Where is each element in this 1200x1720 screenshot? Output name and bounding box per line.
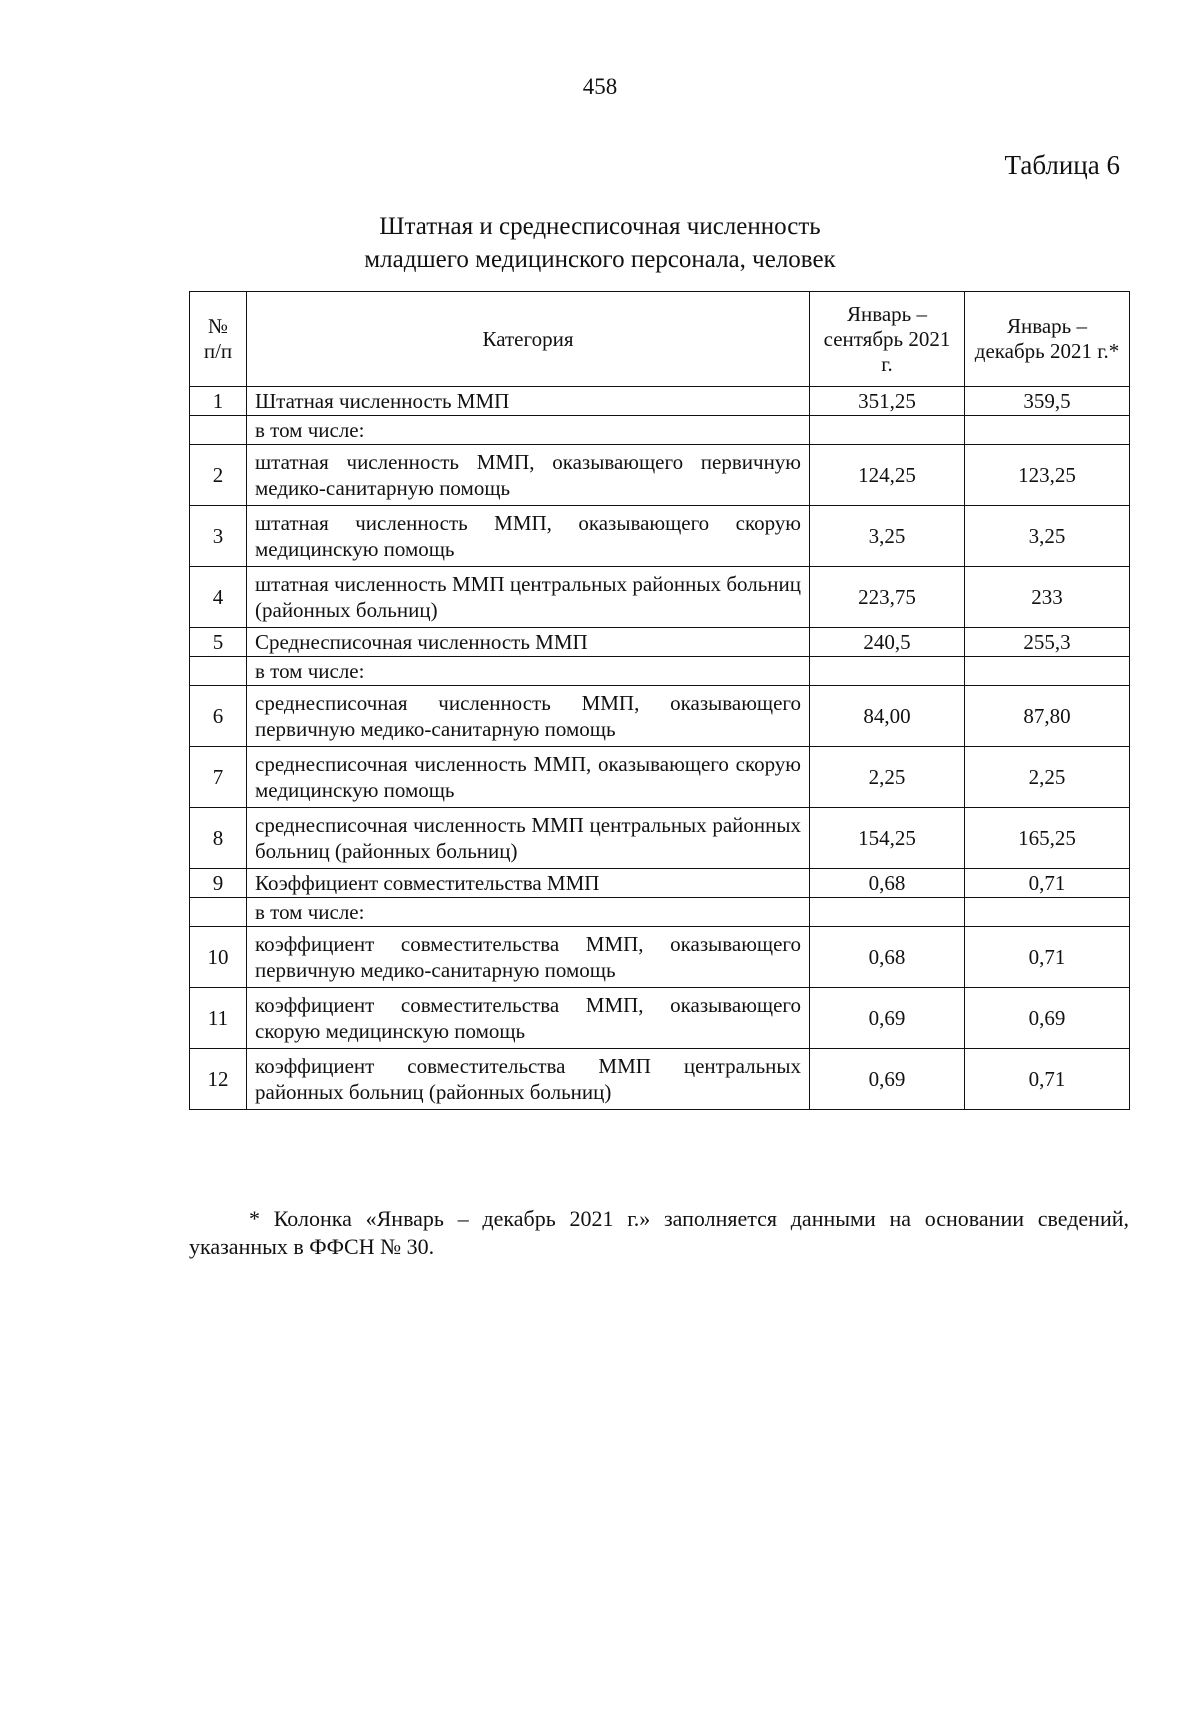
row-value-jan-dec: 2,25 [965, 747, 1130, 808]
row-category: Штатная численность ММП [247, 387, 810, 416]
footnote: * Колонка «Январь – декабрь 2021 г.» заполняется данными на основании сведений, указанных в ФФСН № 30. [189, 1206, 1129, 1259]
table-row [190, 567, 1130, 628]
row-value-jan-sep: 240,5 [810, 628, 965, 657]
table-row [190, 988, 1130, 1049]
row-num [190, 416, 247, 445]
row-num: 2 [190, 445, 247, 506]
table-row [190, 808, 1130, 869]
table-row [190, 869, 1130, 898]
row-num: 11 [190, 988, 247, 1049]
row-category: Коэффициент совместительства ММП [247, 869, 810, 898]
row-num [190, 898, 247, 927]
table-title [0, 210, 1200, 276]
table-row [190, 657, 1130, 686]
row-value-jan-sep: 351,25 [810, 387, 965, 416]
row-value-jan-sep: 84,00 [810, 686, 965, 747]
header-jan-sep-2021: Январь – сентябрь 2021 г. [810, 292, 965, 387]
page-number: 458 [582, 74, 618, 99]
row-value-jan-dec: 233 [965, 567, 1130, 628]
row-category: в том числе: [247, 416, 810, 445]
row-category: штатная численность ММП центральных районных больниц (районных больниц) [247, 567, 810, 628]
row-category: штатная численность ММП, оказывающего первичную медико-санитарную помощь [247, 445, 810, 506]
row-value-jan-dec: 0,71 [965, 869, 1130, 898]
header-category: Категория [247, 292, 810, 387]
row-value-jan-dec: 255,3 [965, 628, 1130, 657]
table-label: Таблица 6 [1004, 150, 1120, 180]
header-num: № п/п [190, 292, 247, 387]
row-value-jan-dec [965, 416, 1130, 445]
row-num [190, 657, 247, 686]
row-value-jan-dec [965, 898, 1130, 927]
row-category: коэффициент совместительства ММП, оказывающего первичную медико-санитарную помощь [247, 927, 810, 988]
row-value-jan-dec: 359,5 [965, 387, 1130, 416]
table-row [190, 416, 1130, 445]
row-value-jan-sep [810, 416, 965, 445]
row-value-jan-sep: 0,69 [810, 1049, 965, 1110]
row-category: Среднесписочная численность ММП [247, 628, 810, 657]
row-value-jan-sep: 154,25 [810, 808, 965, 869]
table-row [190, 898, 1130, 927]
row-category: в том числе: [247, 898, 810, 927]
row-category: среднесписочная численность ММП, оказывающего скорую медицинскую помощь [247, 747, 810, 808]
row-value-jan-sep: 0,68 [810, 869, 965, 898]
row-num: 7 [190, 747, 247, 808]
row-value-jan-dec: 165,25 [965, 808, 1130, 869]
row-value-jan-sep [810, 657, 965, 686]
row-category: в том числе: [247, 657, 810, 686]
row-value-jan-dec: 87,80 [965, 686, 1130, 747]
row-num: 1 [190, 387, 247, 416]
table-row [190, 387, 1130, 416]
table-row [190, 747, 1130, 808]
row-value-jan-sep: 124,25 [810, 445, 965, 506]
row-num: 3 [190, 506, 247, 567]
table-row [190, 445, 1130, 506]
row-value-jan-sep [810, 898, 965, 927]
row-category: штатная численность ММП, оказывающего скорую медицинскую помощь [247, 506, 810, 567]
table-row [190, 506, 1130, 567]
row-num: 4 [190, 567, 247, 628]
row-category: среднесписочная численность ММП, оказывающего первичную медико-санитарную помощь [247, 686, 810, 747]
row-value-jan-dec: 0,69 [965, 988, 1130, 1049]
row-num: 5 [190, 628, 247, 657]
row-value-jan-sep: 0,69 [810, 988, 965, 1049]
row-value-jan-sep: 3,25 [810, 506, 965, 567]
row-value-jan-sep: 223,75 [810, 567, 965, 628]
row-category: коэффициент совместительства ММП, оказывающего скорую медицинскую помощь [247, 988, 810, 1049]
row-value-jan-dec: 123,25 [965, 445, 1130, 506]
row-num: 12 [190, 1049, 247, 1110]
table-row [190, 927, 1130, 988]
row-num: 10 [190, 927, 247, 988]
row-value-jan-dec: 0,71 [965, 1049, 1130, 1110]
header-jan-dec-2021: Январь – декабрь 2021 г.* [965, 292, 1130, 387]
table-header-row [190, 292, 1130, 387]
row-category: коэффициент совместительства ММП центральных районных больниц (районных больниц) [247, 1049, 810, 1110]
row-value-jan-dec: 3,25 [965, 506, 1130, 567]
row-category: среднесписочная численность ММП центральных районных больниц (районных больниц) [247, 808, 810, 869]
row-value-jan-sep: 0,68 [810, 927, 965, 988]
staffing-table [189, 291, 1130, 1110]
row-value-jan-sep: 2,25 [810, 747, 965, 808]
row-value-jan-dec: 0,71 [965, 927, 1130, 988]
table-title-line-1: Штатная и среднесписочная численность [379, 213, 821, 240]
table-row [190, 1049, 1130, 1110]
row-value-jan-dec [965, 657, 1130, 686]
row-num: 9 [190, 869, 247, 898]
row-num: 8 [190, 808, 247, 869]
table-title-line-2: младшего медицинского персонала, человек [364, 246, 836, 273]
table-row [190, 686, 1130, 747]
row-num: 6 [190, 686, 247, 747]
table-row [190, 628, 1130, 657]
